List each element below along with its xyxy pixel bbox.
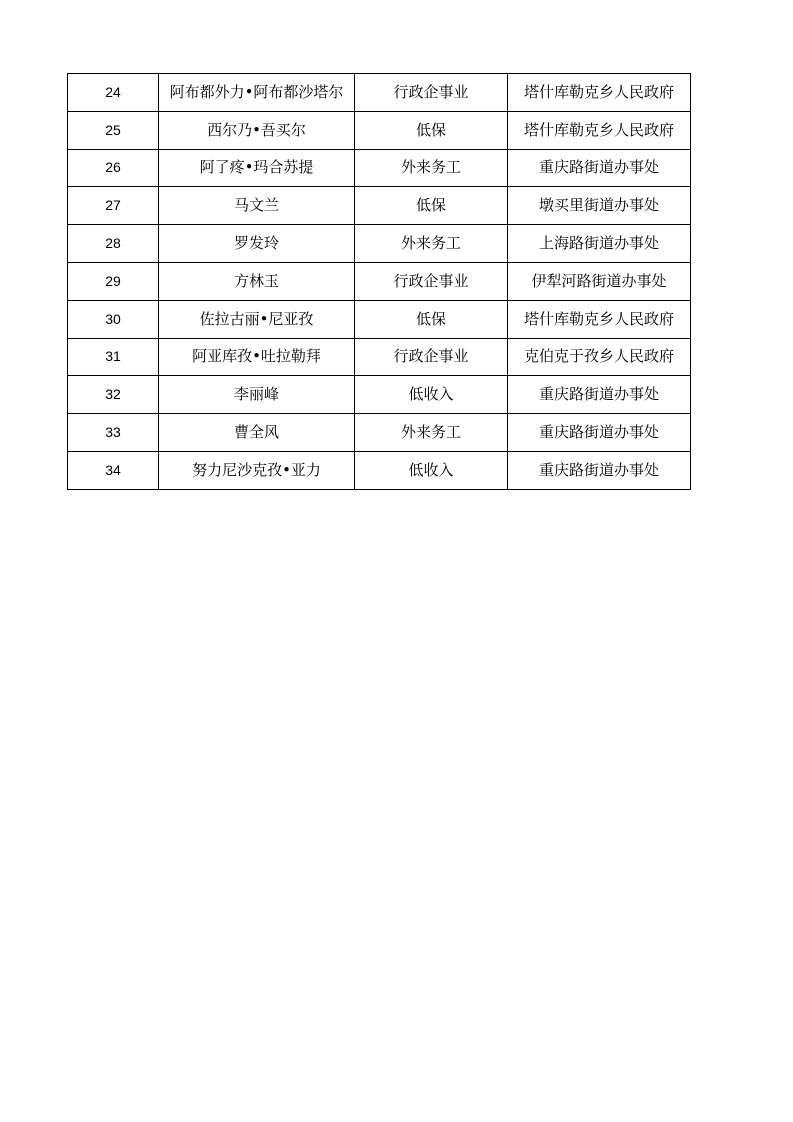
row-number-cell: 34 — [68, 451, 159, 489]
category-cell: 低保 — [355, 300, 508, 338]
row-number-cell: 24 — [68, 74, 159, 112]
name-cell: 佐拉古丽•尼亚孜 — [159, 300, 355, 338]
row-number-cell: 26 — [68, 149, 159, 187]
category-cell: 低保 — [355, 187, 508, 225]
category-cell: 低收入 — [355, 451, 508, 489]
table-row — [68, 187, 691, 225]
row-number-cell: 29 — [68, 262, 159, 300]
category-cell: 低保 — [355, 111, 508, 149]
name-cell: 李丽峰 — [159, 376, 355, 414]
row-number-cell: 25 — [68, 111, 159, 149]
name-cell: 罗发玲 — [159, 225, 355, 263]
row-number-cell: 27 — [68, 187, 159, 225]
row-number-cell: 31 — [68, 338, 159, 376]
category-cell: 行政企事业 — [355, 74, 508, 112]
table-row — [68, 149, 691, 187]
roster-table — [67, 73, 691, 490]
unit-cell: 墩买里街道办事处 — [508, 187, 691, 225]
table-row — [68, 262, 691, 300]
name-cell: 西尔乃•吾买尔 — [159, 111, 355, 149]
unit-cell: 重庆路街道办事处 — [508, 451, 691, 489]
row-number-cell: 28 — [68, 225, 159, 263]
table-row — [68, 225, 691, 263]
name-cell: 努力尼沙克孜•亚力 — [159, 451, 355, 489]
unit-cell: 上海路街道办事处 — [508, 225, 691, 263]
table-row — [68, 74, 691, 112]
table-row — [68, 338, 691, 376]
table-row — [68, 376, 691, 414]
unit-cell: 塔什库勒克乡人民政府 — [508, 300, 691, 338]
name-cell: 阿亚库孜•吐拉勒拜 — [159, 338, 355, 376]
table-row — [68, 414, 691, 452]
unit-cell: 伊犁河路街道办事处 — [508, 262, 691, 300]
unit-cell: 重庆路街道办事处 — [508, 414, 691, 452]
row-number-cell: 30 — [68, 300, 159, 338]
category-cell: 外来务工 — [355, 414, 508, 452]
table-row — [68, 451, 691, 489]
category-cell: 行政企事业 — [355, 262, 508, 300]
category-cell: 低收入 — [355, 376, 508, 414]
category-cell: 外来务工 — [355, 225, 508, 263]
name-cell: 阿了疼•玛合苏提 — [159, 149, 355, 187]
table-row — [68, 111, 691, 149]
unit-cell: 重庆路街道办事处 — [508, 149, 691, 187]
table-row — [68, 300, 691, 338]
category-cell: 外来务工 — [355, 149, 508, 187]
row-number-cell: 33 — [68, 414, 159, 452]
category-cell: 行政企事业 — [355, 338, 508, 376]
row-number-cell: 32 — [68, 376, 159, 414]
unit-cell: 重庆路街道办事处 — [508, 376, 691, 414]
unit-cell: 塔什库勒克乡人民政府 — [508, 111, 691, 149]
unit-cell: 克伯克于孜乡人民政府 — [508, 338, 691, 376]
name-cell: 曹全风 — [159, 414, 355, 452]
name-cell: 马文兰 — [159, 187, 355, 225]
name-cell: 阿布都外力•阿布都沙塔尔 — [159, 74, 355, 112]
name-cell: 方林玉 — [159, 262, 355, 300]
unit-cell: 塔什库勒克乡人民政府 — [508, 74, 691, 112]
